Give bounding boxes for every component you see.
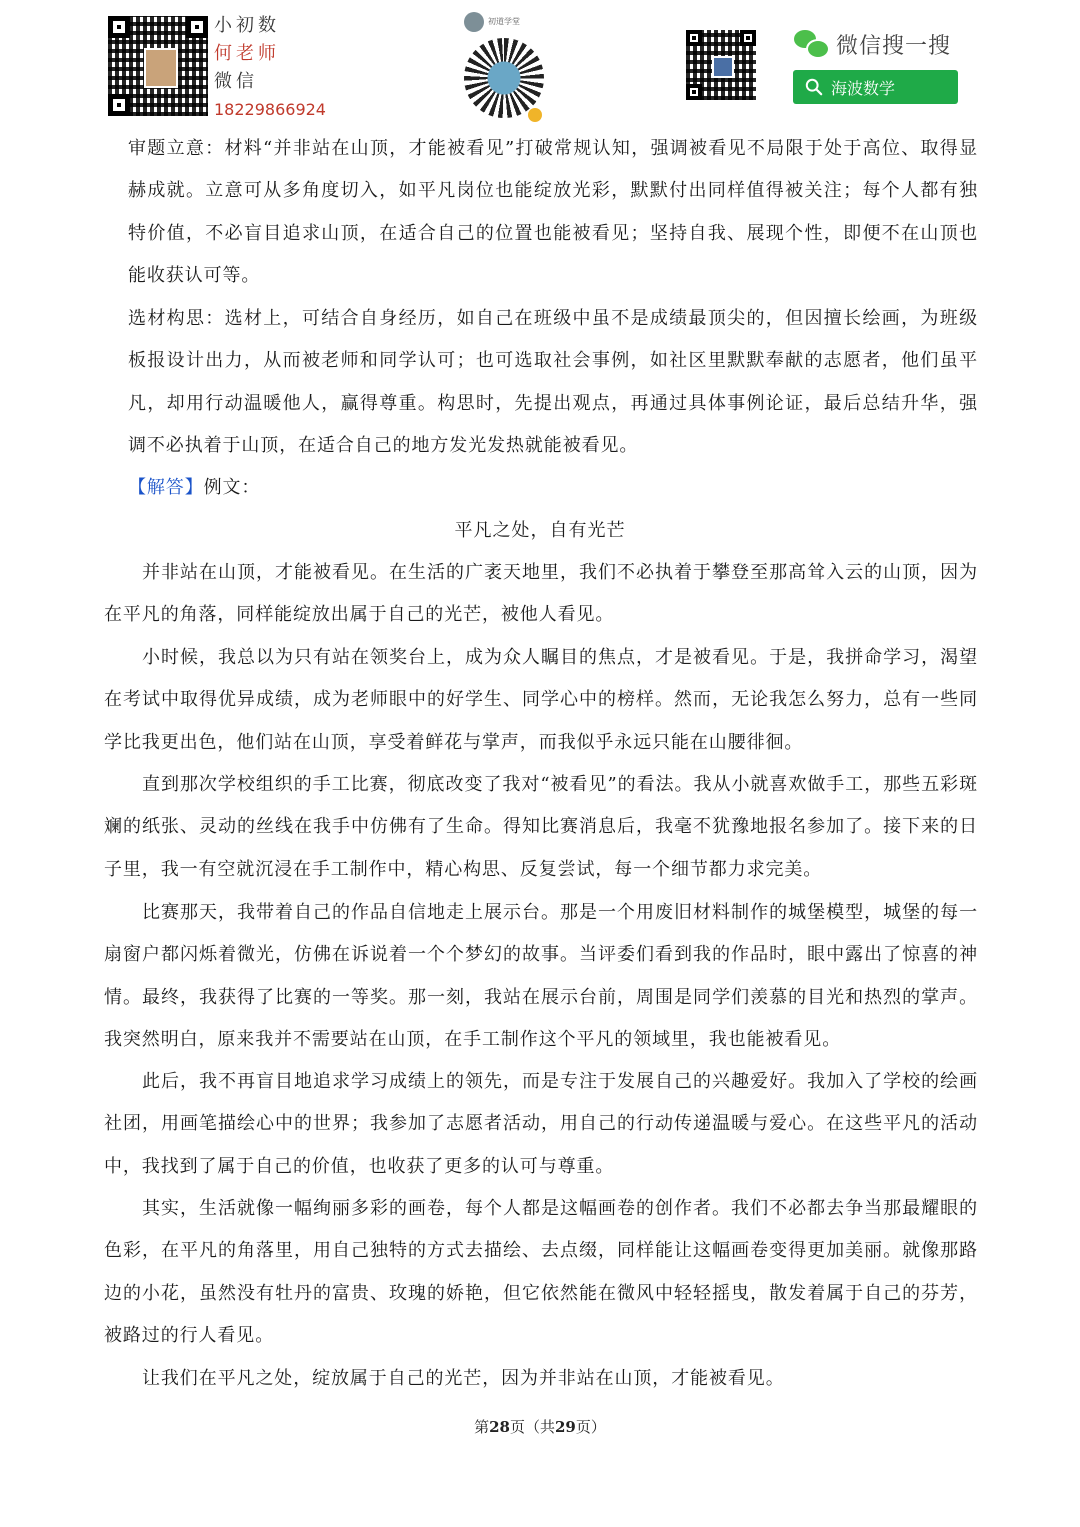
essay-title: 平凡之处，自有光芒 bbox=[454, 520, 626, 541]
topic-intent-paragraph: 审题立意：材料“并非站在山顶，才能被看见”打破常规认知，强调被看见不局限于处于高位、取得显赫成就。立意可从多角度切入，如平凡岗位也能绽放光彩，默默付出同样值得被关注；每个人都有独特价值，不必盲目追求山顶，在适合自己的位置也能被看见；坚持自我、展现个性，即便不在山顶也能收获认可等。 bbox=[128, 138, 978, 287]
essay-paragraph: 直到那次学校组织的手工比赛，彻底改变了我对“被看见”的看法。我从小就喜欢做手工，那些五彩斑斓的纸张、灵动的丝线在我手中仿佛有了生命。得知比赛消息后，我毫不犹豫地报名参加了。接下来的日子里，我一有空就沉浸在手工制作中，精心构思、反复尝试，每一个细节都力求完美。 bbox=[104, 774, 978, 880]
answer-intro: 例文： bbox=[203, 477, 261, 498]
wechat-search-title bbox=[794, 26, 951, 62]
phone-number: 18229866924 bbox=[214, 100, 326, 119]
wechat-search-text: 微信搜一搜 bbox=[836, 33, 952, 59]
page-header bbox=[0, 0, 1080, 128]
wechat-qr-code bbox=[686, 30, 756, 100]
page-number: 第28页（共29页） bbox=[474, 1418, 606, 1436]
teacher-avatar bbox=[144, 48, 178, 88]
essay-paragraph: 此后，我不再盲目地追求学习成绩上的领先，而是专注于发展自己的兴趣爱好。我加入了学校的绘画社团，用画笔描绘心中的世界；我参加了志愿者活动，用自己的行动传递温暖与爱心。在这些平凡的活动中，我找到了属于自己的价值，也收获了更多的认可与尊重。 bbox=[104, 1071, 978, 1177]
answer-heading bbox=[128, 467, 978, 509]
brand-label: 小初数 bbox=[214, 15, 280, 36]
miniapp-avatar-icon bbox=[464, 12, 484, 32]
essay-paragraph: 比赛那天，我带着自己的作品自信地走上展示台。那是一个用废旧材料制作的城堡模型，城堡的每一扇窗户都闪烁着微光，仿佛在诉说着一个个梦幻的故事。当评委们看到我的作品时，眼中露出了惊喜的神情。最终，我获得了比赛的一等奖。那一刻，我站在展示台前，周围是同学们羡慕的目光和热烈的掌声。我突然明白，原来我并不需要站在山顶，在手工制作这个平凡的领域里，我也能被看见。 bbox=[104, 902, 978, 1051]
material-idea-paragraph: 选材构思：选材上，可结合自身经历，如自己在班级中虽不是成绩最顶尖的，但因擅长绘画，为班级板报设计出力，从而被老师和同学认可；也可选取社会事例，如社区里默默奉献的志愿者，他们虽平凡，却用行动温暖他人，赢得尊重。构思时，先提出观点，再通过具体事例论证，最后总结升华，强调不必执着于山顶，在适合自己的地方发光发热就能被看见。 bbox=[128, 308, 978, 457]
miniapp-code bbox=[460, 12, 552, 122]
essay-paragraph: 其实，生活就像一幅绚丽多彩的画卷，每个人都是这幅画卷的创作者。我们不必都去争当那最耀眼的色彩，在平凡的角落里，用自己独特的方式去描绘、去点缀，同样能让这幅画卷变得更加美丽。就像那路边的小花，虽然没有牡丹的富贵、玫瑰的娇艳，但它依然能在微风中轻轻摇曳，散发着属于自己的芬芳，被路过的行人看见。 bbox=[104, 1198, 978, 1347]
current-page: 28 bbox=[489, 1418, 510, 1436]
teacher-name: 何老师 bbox=[214, 43, 280, 64]
miniapp-label: 初道学堂 bbox=[488, 17, 520, 26]
qr-finder-icon bbox=[108, 16, 130, 38]
qr-finder-icon bbox=[686, 84, 702, 100]
qr-finder-icon bbox=[108, 94, 130, 116]
answer-tag: 【解答】 bbox=[128, 477, 204, 498]
wechat-search-bar[interactable] bbox=[793, 70, 958, 104]
essay-paragraph: 让我们在平凡之处，绽放属于自己的光芒，因为并非站在山顶，才能被看见。 bbox=[142, 1368, 785, 1389]
wechat-icon bbox=[794, 30, 828, 58]
miniapp-sun-code bbox=[464, 38, 544, 118]
essay-paragraph: 并非站在山顶，才能被看见。在生活的广袤天地里，我们不必执着于攀登至那高耸入云的山顶，因为在平凡的角落，同样能绽放出属于自己的光芒，被他人看见。 bbox=[104, 562, 978, 626]
miniapp-badge-icon bbox=[528, 108, 542, 122]
wechat-label: 微信 bbox=[214, 71, 258, 92]
search-query: 海波数学 bbox=[831, 78, 896, 98]
qr-finder-icon bbox=[186, 16, 208, 38]
qr-center-logo-icon bbox=[712, 56, 734, 78]
total-pages: 29 bbox=[555, 1418, 576, 1436]
search-icon bbox=[805, 78, 823, 96]
qr-finder-icon bbox=[740, 30, 756, 46]
essay-paragraph: 小时候，我总以为只有站在领奖台上，成为众人瞩目的焦点，才是被看见。于是，我拼命学习，渴望在考试中取得优异成绩，成为老师眼中的好学生、同学心中的榜样。然而，无论我怎么努力，总有一些同学比我更出色，他们站在山顶，享受着鲜花与掌声，而我似乎永远只能在山腰徘徊。 bbox=[104, 647, 978, 753]
qr-finder-icon bbox=[686, 30, 702, 46]
teacher-qr-code bbox=[108, 16, 208, 116]
teacher-contact bbox=[214, 12, 326, 124]
